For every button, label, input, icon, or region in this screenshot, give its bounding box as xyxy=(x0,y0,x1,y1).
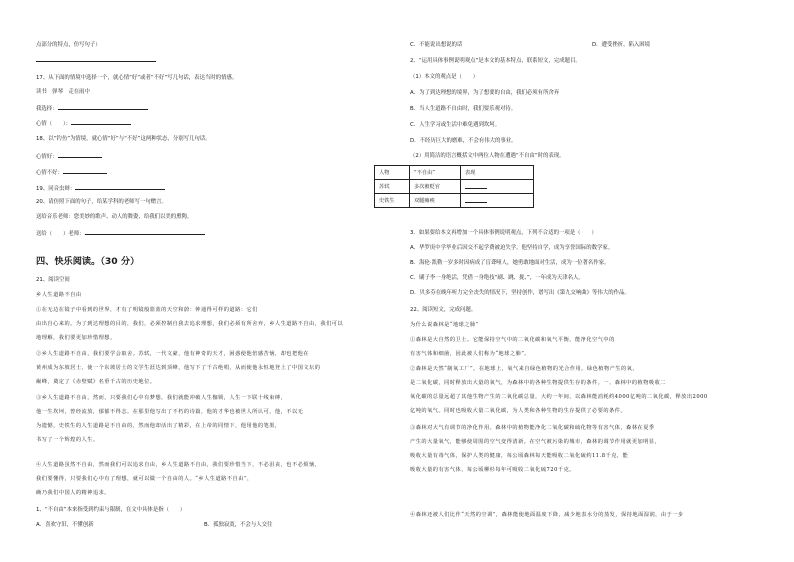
question-17-choice[interactable]: 我选择： xyxy=(36,104,148,113)
para-3-line-1: ③森林对大气有调节的净化作用。森林中的植物能净化二氧化碳和硫化物等有害气体，森林在夏季 xyxy=(410,425,655,431)
para-2-line-3: 氧化碳的总量远超了其他生物产生的二氧化碳总量，大约一年间，以森林能消耗约4000亿吨的二氧化碳，释放出2000 xyxy=(410,394,708,400)
q1-option-d[interactable]: D．遭受挫折，陷入困境 xyxy=(592,42,651,48)
q1-option-a[interactable]: A．喜欢守旧，不懂创新 xyxy=(36,522,94,528)
question-19[interactable]: 19、同音虫辩： xyxy=(36,184,165,193)
para-3-line-4: 吸收大量的有害气体，每公顷柳杉每年可吸收二氧化硫720千克。 xyxy=(410,467,575,473)
question-20: 20、请仿照下面的句子，给某学科的老师写一句赠言。 xyxy=(36,199,167,205)
table-cell: 多次被贬官 xyxy=(410,180,461,194)
answer-table xyxy=(374,165,534,208)
para-4-line-1: ④人生道路虽然不自由，然而我们可以追求自由，乡人生道路不自由，我们要珍惜当下，不必沮丧，也不必烦恼， xyxy=(36,462,321,468)
q3-option-a[interactable]: A．华罗庚中学毕业后因交不起学费被迫失学，他坚持自学，成为享誉国际的数学家。 xyxy=(410,245,614,251)
table-header-behavior: 表现 xyxy=(461,166,534,180)
q3-option-c[interactable]: C．刷子李一身绝活，凭借一身绝技“刷、跳、拢、”，一年成为天津名人。 xyxy=(410,275,584,281)
para-3-line-3: 吸收大量有毒气体，保护人类的健康，每公顷森林每天能吸收二氧化硫约11.8千克，能 xyxy=(410,453,629,459)
answer-line[interactable] xyxy=(36,56,156,65)
para-2-line-1: ②乡人生道路不自由，我们要学会取舍。苏轼，一代文豪，他有神奇的天才，困惑使他倍感苦恼，却也把他在 xyxy=(36,351,310,357)
table-answer-cell[interactable] xyxy=(461,194,534,208)
question-2: 2、“运用具体事例说明观点”是本文的基本特点，联系短文，完成题目。 xyxy=(410,58,581,64)
table-cell: 苏轼 xyxy=(375,180,410,194)
para-3-line-2: 产生的大量氧气，能够使周围的空气变得清新。在空气被污染的城市，森林的调节作用就更加明显， xyxy=(410,439,661,445)
table-answer-cell[interactable] xyxy=(461,180,534,194)
table-header-person: 人物 xyxy=(375,166,410,180)
para-1-line-2: 由出自心来的。为了到达理想的目的，我们，必须控制自我去追求理想，我们必须有所舍弃，乡人生道路不自由，我们可以 xyxy=(36,321,344,327)
para-2-line-3: 巅峰，奠定了《赤壁赋》名垂千古的历史地位。 xyxy=(36,379,156,385)
q2-1-option-c[interactable]: C．人生学习或生活中难免遇到坎坷。 xyxy=(410,122,501,128)
question-18-good[interactable]: 心情好： xyxy=(36,152,102,161)
table-cell: 双腿瘫痪 xyxy=(410,194,461,208)
question-17-options: 读书 弹琴 走在雨中 xyxy=(36,89,90,95)
section-title: 四、快乐阅读。（30 分） xyxy=(36,256,140,267)
table-header-constraint: “不自由” xyxy=(410,166,461,180)
para-1-line-1: ①在无边在镜子中看到的世界，才有了明镜般篮蓝的天空和蔚：钟通得可样的道路：它们 xyxy=(36,307,258,313)
para-3-line-3: 为遗憾，史铁生的人生道路是不自由的，然而他却活出了精彩，在上帝的同情下，他用他的笔墨， xyxy=(36,423,281,429)
para-3-line-4: 书写了一个辉煌的人生。 xyxy=(36,437,99,443)
question-18-bad[interactable]: 心情不好： xyxy=(36,168,107,177)
q3-option-b[interactable]: B．海伦·凯勒一岁多时因病成了盲聋哑人，她勇敢地面对生活，成为一位著名作家。 xyxy=(410,260,610,266)
q2-1-option-a[interactable]: A．为了到达理想的境界，为了想要的自由，我们必须有所舍弃 xyxy=(410,90,560,96)
question-3: 3．如果要给本文再增加一个具体事例说明观点，下列不合适的一项是（ ） xyxy=(410,230,597,236)
question-2-2: （2）用简洁的语言概括文中两位人物在遭遇“不自由”时的表现。 xyxy=(410,153,565,159)
question-20-answer[interactable]: 送给（ ）老师： xyxy=(36,229,205,238)
q2-1-option-b[interactable]: B．当人生道路不自由时，我们要乐观对待。 xyxy=(410,106,517,112)
table-cell: 史铁生 xyxy=(375,194,410,208)
para-1-line-3: 地理解，我们要更加珍惜理想。 xyxy=(36,335,116,341)
para-4-line-3: 确乃我们中国人的精神追求。 xyxy=(36,490,110,496)
question-1: 1、“不自由”本来指受到约束与限制，在文中具体是指（ ） xyxy=(36,507,186,513)
prev-question-tail: 点部分的特点，仿写句子） xyxy=(36,42,101,48)
para-4-line-2: 我们要懂得，只要我们心中有了理想，就可以做一个自由的人。“乡人生道路不自由”， xyxy=(36,476,253,482)
para-2-line-2: 黄州成为东坡居士，使一个东坡居士的文学生涯达到顶峰，他写下了千古绝唱，从而使他永恒地登上了中国文坛的 xyxy=(36,365,321,371)
question-21: 21、阅读空间 xyxy=(36,277,70,283)
question-22: 22、阅读短文，完成问题。 xyxy=(410,307,477,313)
para-1-line-1: ①森林是大自然的卫士。它能保持空气中的二氧化碳和氧气平衡，能净化空气中的 xyxy=(410,337,615,343)
para-3-line-2: 他一生坎坷，曾经流放，郁郁不得志。在那里他写出了不朽的诗篇，他的才华也被世人所认可，他，不以无 xyxy=(36,409,304,415)
para-4-line-1: ④森林还被人们比作“天然的空调”，森林能使地面温度下降，减少地表水分的蒸发，保持地面湿润，由于一步 xyxy=(410,512,684,518)
q1-option-c[interactable]: C．不能说出想说的话 xyxy=(410,42,463,48)
article-title: 为什么说森林是“地球之肺” xyxy=(410,322,479,328)
question-17: 17、从下面的情境中选择一个，就心情“好”或者“不好”写几句话，表达当时的情感。 xyxy=(36,75,238,81)
question-17-mood[interactable]: 心情（ ）： xyxy=(36,119,131,128)
para-3-line-1: ③乡人生道路不自由，然而，只要我们心中有梦想，我们就能冲破人生枷锁，人生一下联十线束缚， xyxy=(36,395,287,401)
q3-option-d[interactable]: D．贝多芬在晚年听力完全丧失的情况下，坚持创作，谱写出《第九交响曲》等伟大的作品。 xyxy=(410,290,630,296)
article-title: 乡人生道路不自由 xyxy=(36,292,82,298)
question-20-example: 送给音乐老师：您美妙的歌声、动人的舞姿，给我们以美的熏陶。 xyxy=(36,214,193,220)
q1-option-b[interactable]: B．孤独寂寞，不会与人交往 xyxy=(204,522,273,528)
question-2-1: （1）本文的观点是（ ） xyxy=(410,74,479,80)
para-2-line-2: 是二氧化碳，同时释放出大量的氧气，为森林中的各种生物提供生存的条件。一、森林中的植物吸收二 xyxy=(410,380,666,386)
q2-1-option-d[interactable]: D．不经历巨大的磨难，不会有伟大的事业。 xyxy=(410,138,517,144)
para-1-line-2: 有害气体和细菌，因此被人们称为“地球之肺”。 xyxy=(410,351,531,357)
para-2-line-4: 亿吨的氧气。同时也吸收大量二氧化碳，为人类和各种生物的生存提供了必要的条件。 xyxy=(410,408,627,414)
question-18: 18、以“钓鱼”为情境，就心情“好”与“不好”这两种状态，分别写几句话。 xyxy=(36,136,211,142)
para-2-line-1: ②森林是天然“制氧工厂”。在地球上，氧气来自绿色植物的光合作用。绿色植物产生的氧， xyxy=(410,366,639,372)
